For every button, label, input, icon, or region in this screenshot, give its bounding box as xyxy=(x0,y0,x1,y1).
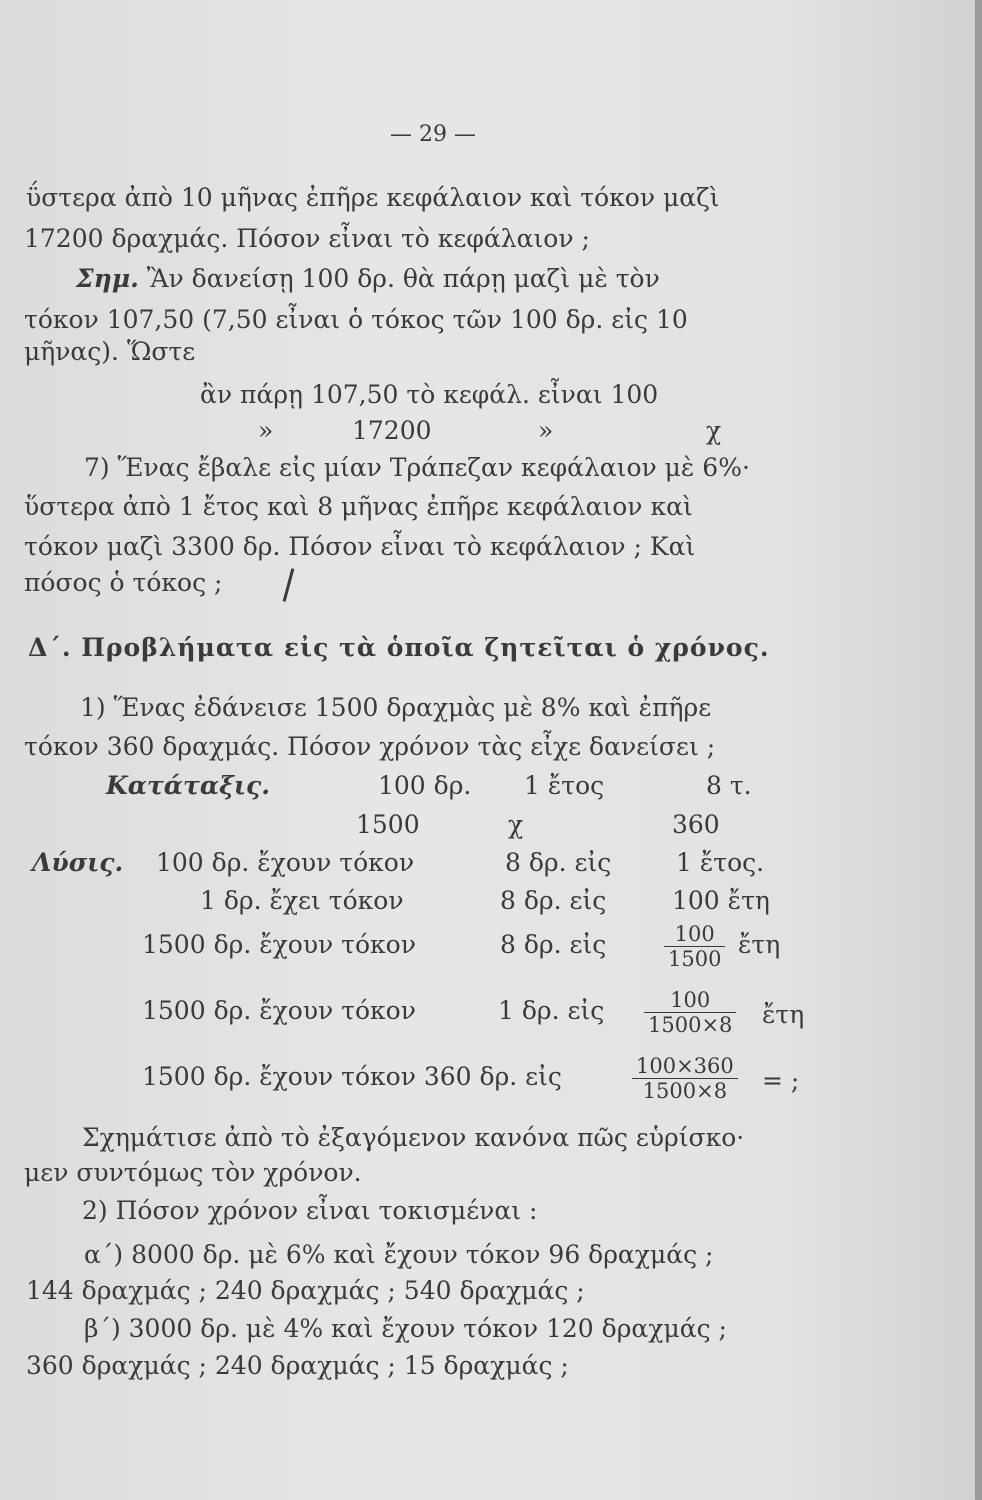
text-line: ΰστερα ἀπὸ 10 μῆνας ἐπῆρε κεφάλαιον καὶ τόκον μαζὶ xyxy=(26,183,720,212)
fraction-denominator: 1500×8 xyxy=(644,1012,736,1037)
kataxis-cell: 1500 xyxy=(356,810,420,839)
text-line: μῆνας). Ὥστε xyxy=(24,337,196,366)
note-text: Ἂν δανείσῃ 100 δρ. θὰ πάρῃ μαζὶ μὲ τὸν xyxy=(138,264,660,293)
text-line: 7) Ἕνας ἔβαλε εἰς μίαν Τράπεζαν κεφάλαιον μὲ 6%· xyxy=(84,453,750,482)
lysis-cell: ἔτη xyxy=(738,930,781,959)
text-line: 2) Πόσον χρόνον εἶναι τοκισμέναι : xyxy=(82,1196,538,1225)
fraction-numerator: 100 xyxy=(674,922,715,946)
lysis-cell: 1500 δρ. ἔχουν τόκον xyxy=(142,930,416,959)
lysis-cell: 8 δρ. εἰς xyxy=(500,886,607,915)
pencil-mark xyxy=(283,568,295,602)
fraction xyxy=(644,988,736,1037)
text-value: 17200 xyxy=(352,416,432,445)
page-number: — 29 — xyxy=(390,122,476,147)
fraction-denominator: 1500 xyxy=(664,946,725,971)
kataxis-cell: 8 τ. xyxy=(706,771,752,800)
text-line: τόκον μαζὶ 3300 δρ. Πόσον εἶναι τὸ κεφάλαιον ; Καὶ xyxy=(24,532,696,561)
lysis-cell: 1 δρ. ἔχει τόκον xyxy=(200,886,404,915)
lysis-cell: 8 δρ. εἰς xyxy=(500,930,607,959)
ditto-mark: » xyxy=(538,416,554,445)
kataxis-cell: 1 ἔτος xyxy=(524,771,605,800)
text-line: Σχημάτισε ἀπὸ τὸ ἐξαγόμενον κανόνα πῶς εὑρίσκο· xyxy=(82,1123,745,1152)
lysis-cell: 8 δρ. εἰς xyxy=(505,848,612,877)
text-line: 1) Ἕνας ἐδάνεισε 1500 δραχμὰς μὲ 8% καὶ ἐπῆρε xyxy=(80,693,712,722)
fraction xyxy=(664,922,725,971)
kataxis-label: Κατάταξις. xyxy=(106,771,270,800)
lysis-cell: = ; xyxy=(762,1066,800,1095)
text-line: β΄) 3000 δρ. μὲ 4% καὶ ἔχουν τόκον 120 δραχμάς ; xyxy=(84,1314,727,1343)
note-label: Σημ. xyxy=(76,264,139,293)
fraction xyxy=(632,1054,738,1103)
fraction-numerator: 100×360 xyxy=(636,1054,734,1078)
fraction-denominator: 1500×8 xyxy=(632,1078,738,1103)
ditto-mark: » xyxy=(258,416,274,445)
text-line xyxy=(76,264,660,294)
text-line: μεν συντόμως τὸν χρόνον. xyxy=(24,1158,362,1187)
lysis-cell: 100 ἔτη xyxy=(672,886,770,915)
text-line: ἂν πάρῃ 107,50 τὸ κεφάλ. εἶναι 100 xyxy=(200,380,659,409)
text-line: ὕστερα ἀπὸ 1 ἔτος καὶ 8 μῆνας ἐπῆρε κεφάλαιον καὶ xyxy=(24,492,693,521)
text-line: τόκον 107,50 (7,50 εἶναι ὁ τόκος τῶν 100 δρ. εἰς 10 xyxy=(24,305,688,334)
lysis-cell: 100 δρ. ἔχουν τόκον xyxy=(156,848,415,877)
lysis-cell: 1 ἔτος. xyxy=(676,848,765,877)
kataxis-cell: χ xyxy=(508,810,524,839)
kataxis-cell: 360 xyxy=(672,810,720,839)
lysis-cell: 1500 δρ. ἔχουν τόκον xyxy=(142,996,416,1025)
lysis-cell: 1500 δρ. ἔχουν τόκον 360 δρ. εἰς xyxy=(142,1062,562,1091)
kataxis-cell: 100 δρ. xyxy=(378,771,472,800)
text-line: πόσος ὁ τόκος ; xyxy=(24,568,223,597)
text-value: χ xyxy=(706,416,722,445)
text-line: 144 δραχμάς ; 240 δραχμάς ; 540 δραχμάς ; xyxy=(26,1276,585,1305)
text-line: α΄) 8000 δρ. μὲ 6% καὶ ἔχουν τόκον 96 δραχμάς ; xyxy=(84,1240,714,1269)
section-heading: Δ΄. Προβλήματα εἰς τὰ ὁποῖα ζητεῖται ὁ χρόνος. xyxy=(28,633,770,662)
fraction-numerator: 100 xyxy=(670,988,711,1012)
lysis-label: Λύσις. xyxy=(32,848,124,877)
page-edge xyxy=(975,0,982,1500)
text-line: τόκον 360 δραχμάς. Πόσον χρόνον τὰς εἶχε δανείσει ; xyxy=(24,732,716,761)
lysis-cell: ἔτη xyxy=(762,1000,805,1029)
text-line: 17200 δραχμάς. Πόσον εἶναι τὸ κεφάλαιον ; xyxy=(24,224,590,253)
lysis-cell: 1 δρ. εἰς xyxy=(498,996,605,1025)
text-line: 360 δραχμάς ; 240 δραχμάς ; 15 δραχμάς ; xyxy=(26,1351,569,1380)
